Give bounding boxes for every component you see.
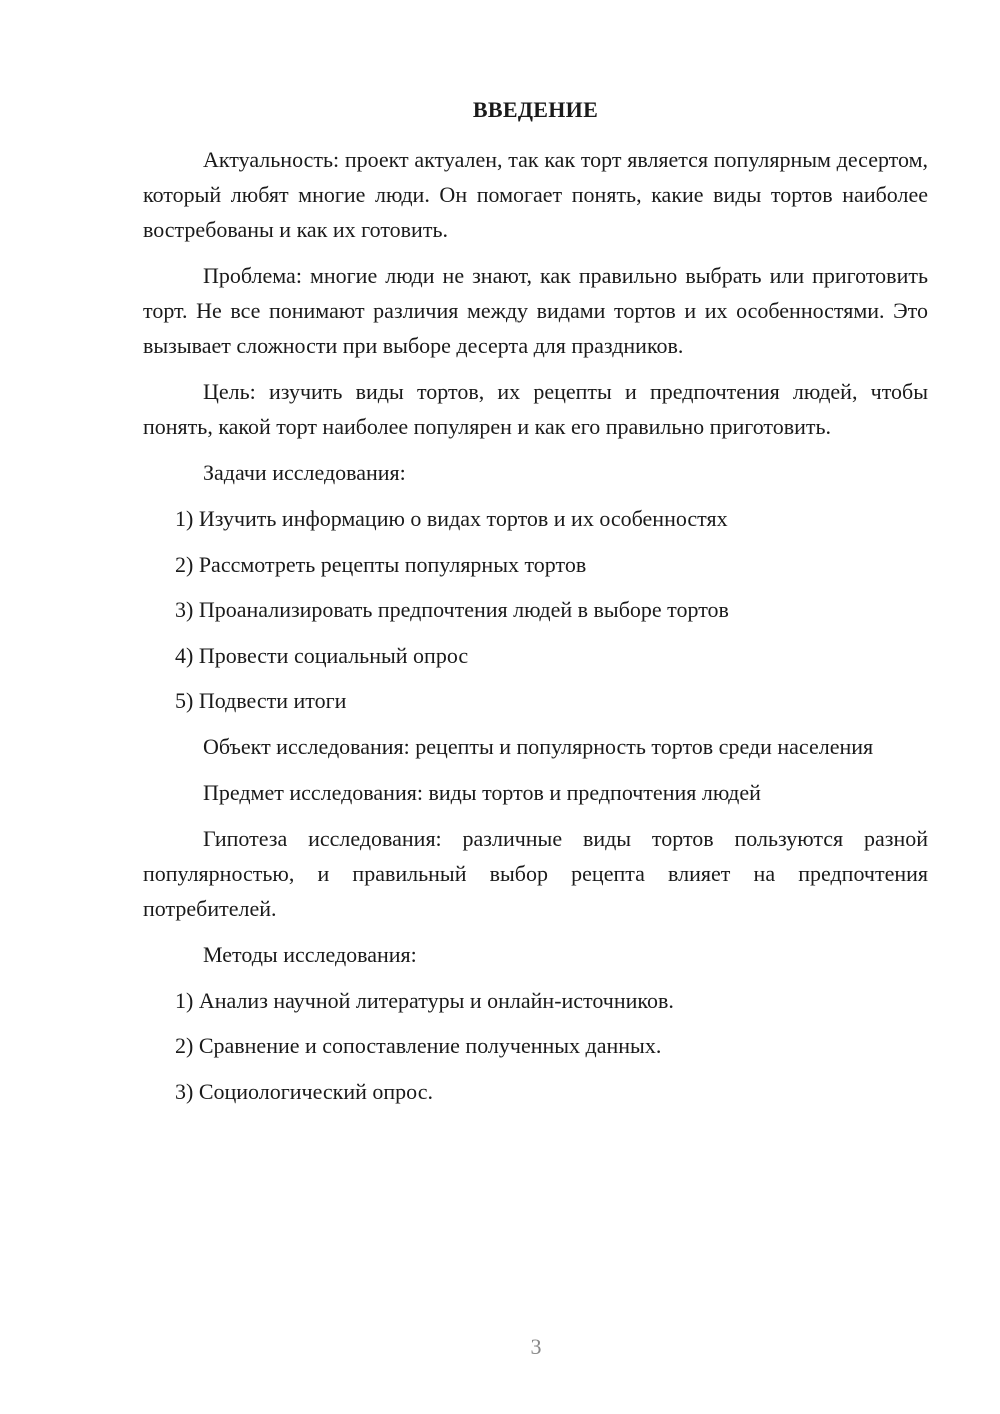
problem-paragraph: Проблема: многие люди не знают, как правильно выбрать или приготовить торт. Не все понимают различия между видами тортов и их особенностями. Это вызывает сложности при выборе десерта для праздников. [143, 263, 928, 358]
methods-list [143, 983, 928, 1109]
document-page [143, 95, 928, 1119]
list-item: 3) Социологический опрос. [175, 1078, 433, 1104]
list-item: 1) Анализ научной литературы и онлайн-источников. [175, 987, 674, 1013]
section-heading: ВВЕДЕНИЕ [472, 97, 599, 122]
subject-paragraph: Предмет исследования: виды тортов и предпочтения людей [203, 779, 761, 805]
object-paragraph: Объект исследования: рецепты и популярность тортов среди населения [203, 733, 874, 759]
tasks-title: Задачи исследования: [203, 460, 406, 485]
hypothesis-paragraph: Гипотеза исследования: различные виды тортов пользуются разной популярностью, и правильный выбор рецепта влияет на предпочтения потребителей. [143, 825, 928, 921]
page-number: 3 [530, 1334, 542, 1359]
list-item: 2) Сравнение и сопоставление полученных данных. [175, 1033, 662, 1058]
list-item: 3) Проанализировать предпочтения людей в выборе тортов [175, 597, 729, 622]
relevance-paragraph: Актуальность: проект актуален, так как торт является популярным десертом, который любят многие люди. Он помогает понять, какие виды тортов наиболее востребованы и как их готовить. [143, 147, 928, 242]
list-item: 2) Рассмотреть рецепты популярных тортов [175, 551, 587, 577]
tasks-list [143, 501, 928, 718]
methods-title: Методы исследования: [203, 941, 417, 967]
goal-paragraph: Цель: изучить виды тортов, их рецепты и предпочтения людей, чтобы понять, какой торт наиболее популярен и как его правильно приготовить. [143, 379, 928, 439]
list-item: 4) Провести социальный опрос [175, 642, 469, 668]
list-item: 1) Изучить информацию о видах тортов и их особенностях [175, 506, 728, 531]
list-item: 5) Подвести итоги [175, 688, 347, 713]
